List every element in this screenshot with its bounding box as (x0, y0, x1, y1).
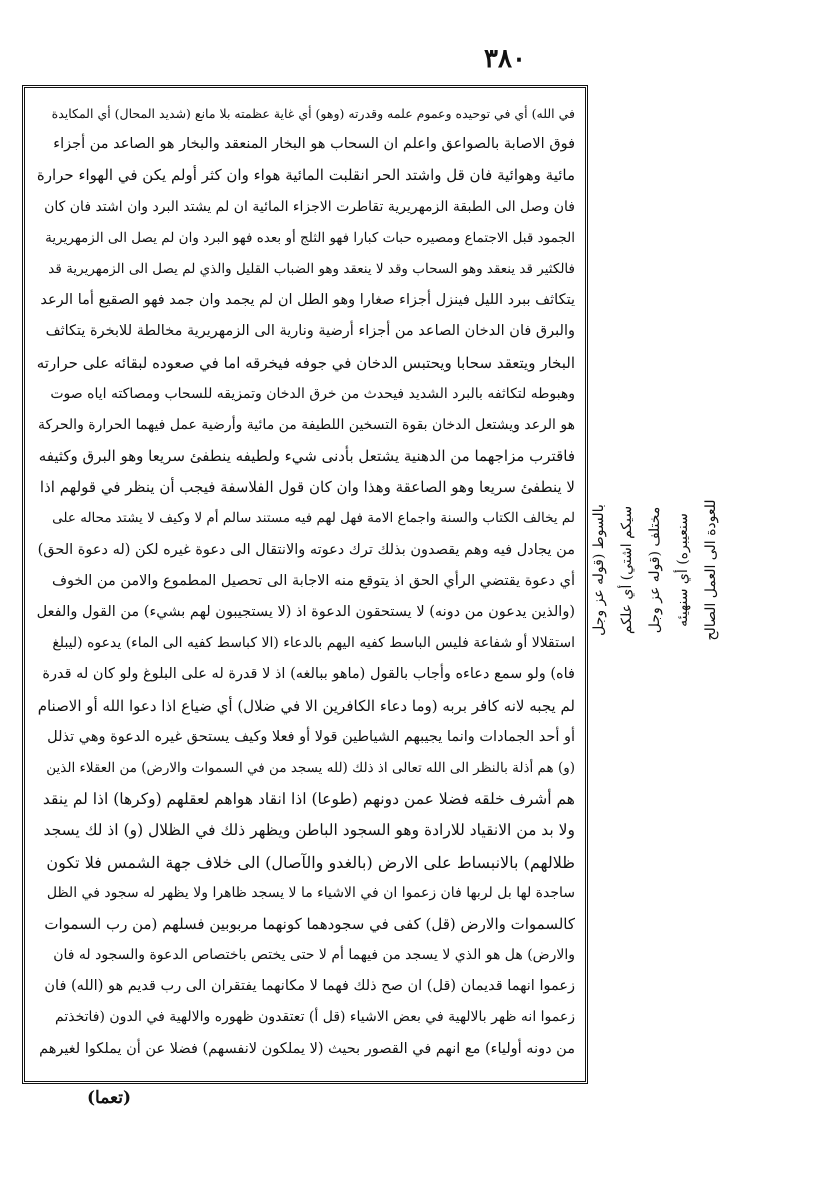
text-line: هم أشرف خلقه فضلا عمن دونهم (طوعا) اذا انقاد هواهم لعقلهم (وكرها) اذا لم ينقد (42, 790, 575, 809)
text-line: الجمود قبل الاجتماع ومصيره حبات كبارا فهو الثلج أو بعده فهو البرد وان لم يصل الى الزمهريرية (45, 229, 575, 246)
text-line: لم يخالف الكتاب والسنة واجماع الامة فهل لهم فيه مستند سالم أم لا وكيف لا يشتد محاله على (52, 510, 575, 527)
text-line: فالكثير قد ينعقد وهو السحاب وقد لا ينعقد وهو الضباب القليل والذي لم يصل الى الزمهريرية قد (48, 260, 575, 277)
text-line: ولا بد من الانقياد للارادة وهو السجود الباطن ويظهر ذلك في الظلال (و) اذ لك يسجد (43, 821, 575, 840)
text-line: فان وصل الى الطبقة الزمهريرية تقاطرت الاجزاء المائية ان لم يشتد البرد وان اشتد فان كان (44, 198, 575, 215)
text-line: فاه) ولو سمع دعاءه وأجاب بالقول (ماهو ببالغه) اذ لا قدرة له على البلوغ ولو كان له قدرة (42, 666, 575, 683)
text-line: أو أحد الجمادات وانما يجيبهم الشياطين قولا أو فعلا وكيف يستحق غيره الدعوة وهي تذلل (47, 728, 575, 745)
text-line: يتكاثف ببرد الليل فينزل أجزاء صغارا وهو الطل ان لم يجمد وان جمد فهو الصقيع أما الرعد (40, 292, 575, 309)
text-line: في الله) أي في توحيده وعموم علمه وقدرته (وهو) أي غاية عظمته بلا مانع (شديد المحال) أي المكايدة (51, 106, 575, 121)
text-line: أي دعوة يقتضي الرأي الحق اذ يتوقع منه الاجابة الى تحصيل المطموع والامن من الخوف (51, 572, 575, 589)
margin-note-line: للعودة الى العمل الصالح (703, 499, 719, 641)
margin-note (585, 480, 775, 660)
margin-note-line: سيكم اشتي) أي علكم (619, 505, 635, 635)
text-line: ظلالهم) بالانبساط على الارض (بالغدو والآصال) الى خلاف جهة الشمس فلا تكون (46, 852, 575, 872)
text-line: هو الرعد ويشتعل الدخان بقوة التسخين اللطيفة من مائية وأرضية عمل فيهما الحرارة والحركة (37, 416, 575, 433)
margin-note-line: سنعيبره) أي سنهيئه (675, 513, 691, 627)
text-line: مائية وهوائية فان قل واشتد الحر انقلبت المائية هواء وان كثر أولم يكن في الهواء حرارة (37, 166, 575, 185)
text-line: والبرق فان الدخان الصاعد من أجزاء أرضية ونارية الى الزمهريرية مخالطة للابخرة يتكاثف (45, 323, 575, 340)
text-line: زعموا انهما قديمان (قل) ان صح ذلك فهما لا مكانهما يفتقران الى رب قديم هو (الله) فان (44, 978, 575, 995)
text-line: (و) هم أذلة بالنظر الى الله تعالى اذ ذلك (لله يسجد من في السموات والارض) من العقلاء الذين (46, 759, 575, 776)
text-line: لم يجبه لانه كافر بربه (وما دعاء الكافرين الا في ضلال) أي ضياع اذا دعوا الله أو الاصنام (37, 696, 575, 715)
text-line: والارض) هل هو الذي لا يسجد من فيهما أم لا حتى يختص باختصاص الدعوة والسجود له فان (53, 947, 575, 964)
catchword: (تعما) (86, 1088, 132, 1108)
body-text (37, 98, 575, 1065)
text-line: البخار ويتعقد سحابا ويحتبس الدخان في جوفه فيخرقه اما في صعوده لبقائه على حرارته (37, 353, 575, 372)
text-line: وهبوطه لتكاثفه بالبرد الشديد فيحدث من خرق الدخان وتمزيقه للسحاب ومصاكته اياه صوت (50, 385, 575, 402)
text-line: استقلالا أو شفاعة فليس الباسط كفيه اليهم بالدعاء (الا كباسط كفيه الى الماء) يدعوه (ليبلغ (52, 635, 575, 652)
text-line: فاقترب مزاجهما من الدهنية يشتعل بأدنى شيء ولطيفه ينطفئ سريعا وهو البرق وكثيفه (38, 447, 575, 466)
text-line: فوق الاصابة بالصواعق واعلم ان السحاب هو البخار المنعقد والبخار هو الصاعد من أجزاء (53, 136, 575, 153)
text-line: كالسموات والارض (قل) كفى في سجودهما كونهما مربوبين فسلهم (من رب السموات (44, 914, 575, 933)
text-line: زعموا انه ظهر بالالهية في بعض الاشياء (قل أ) تعتقدون ظهوره والالهية في الدون (فاتخذتم (55, 1009, 575, 1026)
margin-note-line: بالسوط (قوله عز وجل (591, 504, 607, 636)
main-text-frame (22, 85, 588, 1084)
text-line: ساجدة لها بل لربها فان زعموا ان في الاشياء ما لا يسجد ظاهرا ولا يظهر له سجود في الظل (46, 884, 575, 901)
text-line: من دونه أولياء) مع انهم في القصور بحيث (لا يملكون لانفسهم) فضلا عن أن يملكوا لغيرهم (39, 1040, 575, 1057)
text-line: لا ينطفئ سريعا وهو الصاعقة وهذا وان كان قول الفلاسفة فيجب أن ينظر في قولهم اذا (39, 478, 575, 497)
text-line: من يجادل فيه وهم يقصدون بذلك ترك دعوته والانتقال الى دعوة غيره لكن (له دعوة الحق) (37, 541, 575, 558)
text-line: (والذين يدعون من دونه) لا يستحقون الدعوة اذ (لا يستجيبون لهم بشيء) من القول والفعل (37, 604, 575, 620)
margin-note-line: مختلف (قوله عز وجل (647, 506, 663, 634)
page-number: ٣٨٠ (484, 44, 526, 74)
